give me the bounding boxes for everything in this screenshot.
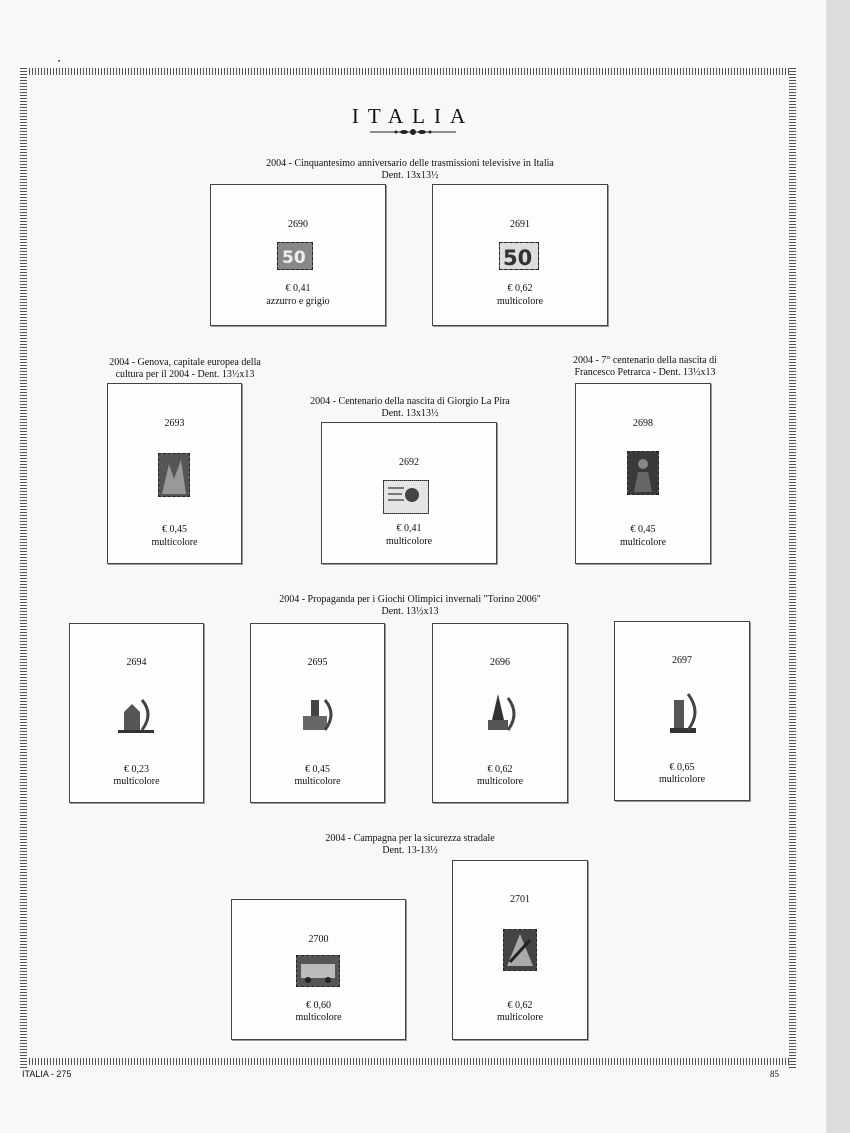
caption-text: 2004 - Propaganda per i Giochi Olimpici invernali "Torino 2006" xyxy=(279,594,541,605)
section-caption-olympics xyxy=(210,594,610,618)
left-border xyxy=(20,68,27,1068)
section-caption-road-safety xyxy=(260,833,560,857)
section-caption-genova xyxy=(80,357,290,381)
stamp-mount-2693 xyxy=(107,383,242,564)
bottom-border xyxy=(20,1058,796,1065)
stamp-number: 2701 xyxy=(510,894,530,905)
olympic-church-stamp-icon xyxy=(116,694,156,734)
stamp-color: multicolore xyxy=(496,296,544,307)
stamp-mount-2697 xyxy=(614,621,750,801)
stamp-number: 2698 xyxy=(633,418,653,429)
stamp-color: multicolore xyxy=(151,537,198,548)
caption-text: cultura per il 2004 - Dent. 13½x13 xyxy=(115,369,255,380)
stamp-number: 2700 xyxy=(308,934,329,945)
stamp-number: 2693 xyxy=(164,418,185,429)
stamp-number: 2694 xyxy=(126,657,147,668)
tv-50-stamp-icon xyxy=(499,242,539,270)
stamp-mount-2701 xyxy=(452,860,588,1040)
stamp-color: multicolore xyxy=(476,776,524,787)
stamp-number: 2695 xyxy=(307,657,328,668)
stamp-number: 2697 xyxy=(672,655,692,666)
page-edge xyxy=(826,0,850,1133)
stamp-color: multicolore xyxy=(619,537,667,548)
olympic-lighthouse-stamp-icon xyxy=(662,690,702,734)
stamp-color: azzurro e grigio xyxy=(266,296,330,307)
stamp-number: 2690 xyxy=(288,219,308,230)
footer-left: ITALIA - 275 xyxy=(22,1069,72,1079)
caption-text: 2004 - Campagna per la sicurezza stradale xyxy=(325,833,495,844)
stamp-number: 2696 xyxy=(490,657,510,668)
section-caption-petrarca xyxy=(545,355,745,379)
stamp-color: multicolore xyxy=(294,776,341,787)
road-safety-bus-stamp-icon xyxy=(296,955,340,987)
stamp-value: € 0,62 xyxy=(507,283,533,294)
page-title: ITALIA xyxy=(351,104,475,128)
stamp-value: € 0,45 xyxy=(305,764,330,775)
stamp-color: multicolore xyxy=(113,776,160,787)
stamp-mount-2691 xyxy=(432,184,608,326)
top-border xyxy=(20,68,796,75)
svg-text:50: 50 xyxy=(282,248,306,268)
stamp-color: multicolore xyxy=(385,536,433,547)
genova-stamp-icon xyxy=(158,453,190,497)
dent-text: Dent. 13½x13 xyxy=(381,606,439,617)
stamp-mount-2690 xyxy=(210,184,386,326)
svg-text:50: 50 xyxy=(503,246,533,270)
right-border xyxy=(789,68,796,1068)
petrarca-stamp-icon xyxy=(627,451,659,495)
stamp-value: € 0,45 xyxy=(630,524,656,535)
stamp-color: multicolore xyxy=(658,774,706,785)
stamp-mount-2692 xyxy=(321,422,497,564)
section-caption-tv xyxy=(200,158,620,182)
stamp-value: € 0,23 xyxy=(124,764,149,775)
dent-text: Dent. 13x13½ xyxy=(381,408,439,419)
la-pira-stamp-icon xyxy=(383,480,429,514)
stamp-number: 2691 xyxy=(510,219,530,230)
stamp-color: multicolore xyxy=(496,1012,544,1023)
caption-text: 2004 - Centenario della nascita di Giorgio La Pira xyxy=(310,396,510,407)
stamp-number: 2692 xyxy=(399,457,419,468)
stamp-value: € 0,62 xyxy=(487,764,513,775)
tv-50-stamp-icon xyxy=(277,242,313,270)
stamp-value: € 0,65 xyxy=(669,762,695,773)
caption-text: 2004 - Cinquantesimo anniversario delle trasmissioni televisive in Italia xyxy=(266,158,554,169)
stamp-mount-2700 xyxy=(231,899,406,1040)
stamp-value: € 0,62 xyxy=(507,1000,533,1011)
stamp-mount-2696 xyxy=(432,623,568,803)
dent-text: Dent. 13-13½ xyxy=(382,845,438,856)
dent-text: Dent. 13x13½ xyxy=(381,170,439,181)
caption-text: Francesco Petrarca - Dent. 13½x13 xyxy=(574,367,716,378)
stamp-value: € 0,41 xyxy=(396,523,422,534)
page-number: 85 xyxy=(770,1069,779,1079)
stamp-color: multicolore xyxy=(295,1012,342,1023)
speck xyxy=(58,60,60,62)
title-ornament-icon xyxy=(370,128,456,136)
section-caption-la-pira xyxy=(280,396,540,420)
stamp-mount-2695 xyxy=(250,623,385,803)
olympic-tower-stamp-icon xyxy=(297,694,337,734)
stamp-mount-2698 xyxy=(575,383,711,564)
stamp-value: € 0,45 xyxy=(162,524,187,535)
road-safety-sign-stamp-icon xyxy=(503,929,537,971)
stamp-mount-2694 xyxy=(69,623,204,803)
stamp-value: € 0,60 xyxy=(306,1000,331,1011)
stamp-value: € 0,41 xyxy=(285,283,311,294)
olympic-mole-stamp-icon xyxy=(480,690,520,734)
caption-text: 2004 - Genova, capitale europea della xyxy=(109,357,261,368)
caption-text: 2004 - 7° centenario della nascita di xyxy=(573,355,717,366)
